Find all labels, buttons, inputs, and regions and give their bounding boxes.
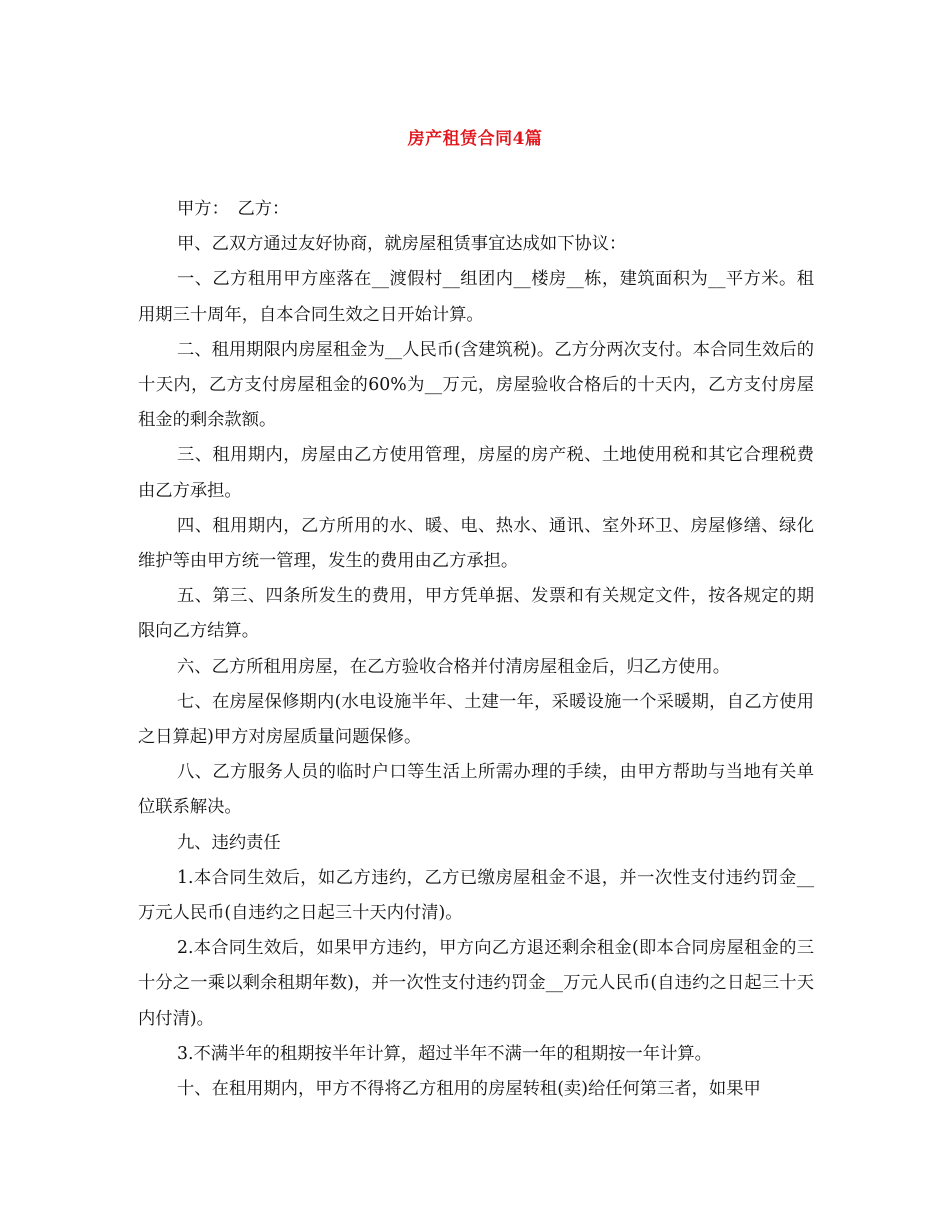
clause-9-item-3: 3.不满半年的租期按半年计算，超过半年不满一年的租期按一年计算。 (177, 1043, 712, 1064)
clause-8: 八、乙方服务人员的临时户口等生活上所需办理的手续，由甲方帮助与当地有关单位联系解决。 (138, 762, 814, 818)
paragraph-parties: 甲方： 乙方： (177, 199, 290, 219)
paragraph-preamble: 甲、乙双方通过友好协商，就房屋租赁事宜达成如下协议： (177, 234, 627, 255)
clause-6: 六、乙方所租用房屋，在乙方验收合格并付清房屋租金后，归乙方使用。 (177, 656, 731, 677)
clause-7: 七、在房屋保修期内(水电设施半年、土建一年，采暖设施一个采暖期，自乙方使用之日算起)甲方对房屋质量问题保修。 (138, 691, 814, 748)
clause-10: 十、在租用期内，甲方不得将乙方租用的房屋转租(卖)给任何第三者，如果甲 (177, 1079, 761, 1100)
clause-9-item-1: 1.本合同生效后，如乙方违约，乙方已缴房屋租金不退，并一次性支付违约罚金__万元人民币(自违约之日起三十天内付清)。 (138, 867, 814, 924)
clause-9-item-2: 2.本合同生效后，如果甲方违约，甲方向乙方退还剩余租金(即本合同房屋租金的三十分之一乘以剩余租期年数)，并一次性支付违约罚金__万元人民币(自违约之日起三十天内付清)。 (138, 938, 814, 1029)
document-body (138, 192, 814, 1107)
clause-1: 一、乙方租用甲方座落在__渡假村__组团内__楼房__栋，建筑面积为__平方米。租用期三十周年，自本合同生效之日开始计算。 (138, 269, 814, 325)
document-title: 房产租赁合同4篇 (407, 129, 543, 149)
clause-4: 四、租用期内，乙方所用的水、暖、电、热水、通讯、室外环卫、房屋修缮、绿化维护等由甲方统一管理，发生的费用由乙方承担。 (138, 515, 814, 572)
clause-5: 五、第三、四条所发生的费用，甲方凭单据、发票和有关规定文件，按各规定的期限向乙方结算。 (138, 586, 814, 642)
clause-2: 二、租用期限内房屋租金为__人民币(含建筑税)。乙方分两次支付。本合同生效后的十天内，乙方支付房屋租金的60%为__万元，房屋验收合格后的十天内，乙方支付房屋租金的剩余款额。 (138, 339, 814, 431)
clause-3: 三、租用期内，房屋由乙方使用管理，房屋的房产税、土地使用税和其它合理税费由乙方承担。 (138, 445, 814, 501)
clause-9-heading: 九、违约责任 (177, 832, 281, 853)
